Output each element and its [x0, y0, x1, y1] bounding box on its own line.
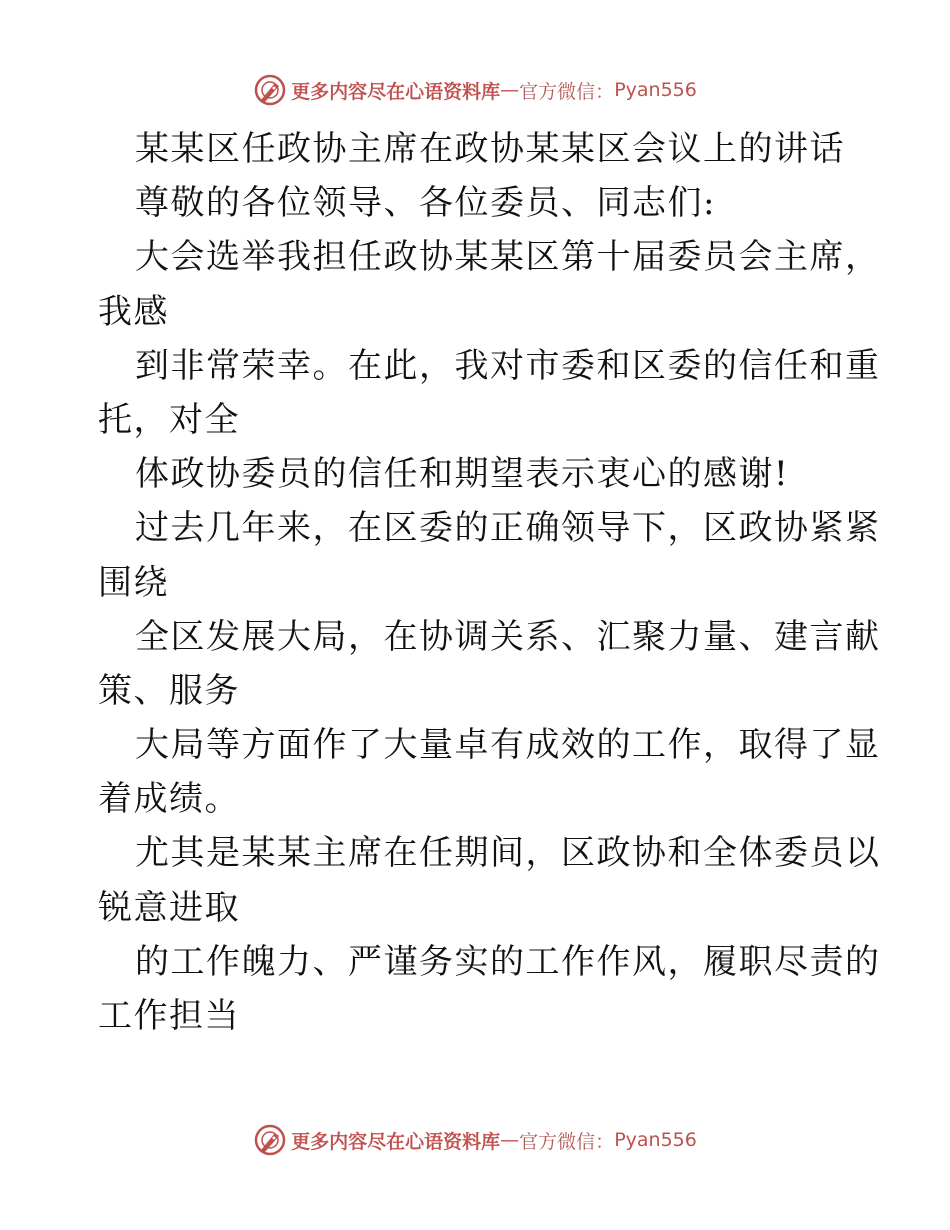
paragraph-line: 围绕 [98, 562, 169, 603]
banner-wechat-id: Pyan556 [614, 1129, 697, 1151]
banner-main-text: 更多内容尽在心语资料库 [291, 1130, 501, 1153]
banner-dash: — [500, 1129, 520, 1151]
banner-wechat-label: 官方微信： [519, 80, 615, 103]
paragraph-line: 策、服务 [98, 670, 240, 711]
banner-dash: — [500, 79, 520, 101]
header-banner [0, 70, 950, 110]
paragraph-line: 托，对全 [98, 399, 240, 440]
pen-nib-logo-icon [253, 1123, 287, 1157]
pen-nib-logo-icon [253, 73, 287, 107]
footer-banner [0, 1120, 950, 1160]
banner-wechat-id: Pyan556 [614, 79, 697, 101]
salutation: 尊敬的各位领导、各位委员、同志们: [135, 183, 716, 224]
banner-main-text: 更多内容尽在心语资料库 [291, 80, 501, 103]
paragraph-line: 锐意进取 [98, 887, 240, 928]
paragraph-line: 过去几年来，在区委的正确领导下，区政协紧紧 [135, 508, 881, 549]
paragraph-line: 的工作魄力、严谨务实的工作作风，履职尽责的 [135, 941, 881, 982]
paragraph-line: 着成绩。 [98, 779, 240, 820]
banner-wechat-label: 官方微信： [519, 1130, 615, 1153]
paragraph-line: 大局等方面作了大量卓有成效的工作，取得了显 [135, 725, 881, 766]
document-title: 某某区任政协主席在政协某某区会议上的讲话 [135, 129, 845, 169]
paragraph-line: 大会选举我担任政协某某区第十届委员会主席， [135, 237, 881, 278]
paragraph-line: 工作担当 [98, 996, 240, 1036]
paragraph-line: 我感 [98, 291, 169, 332]
paragraph-line: 尤其是某某主席在任期间，区政协和全体委员以 [135, 833, 881, 874]
document-body [98, 122, 881, 1043]
paragraph-line: 全区发展大局，在协调关系、汇聚力量、建言献 [135, 616, 881, 657]
paragraph-line: 到非常荣幸。在此，我对市委和区委的信任和重 [135, 345, 881, 386]
paragraph-line: 体政协委员的信任和期望表示衷心的感谢! [135, 454, 790, 495]
